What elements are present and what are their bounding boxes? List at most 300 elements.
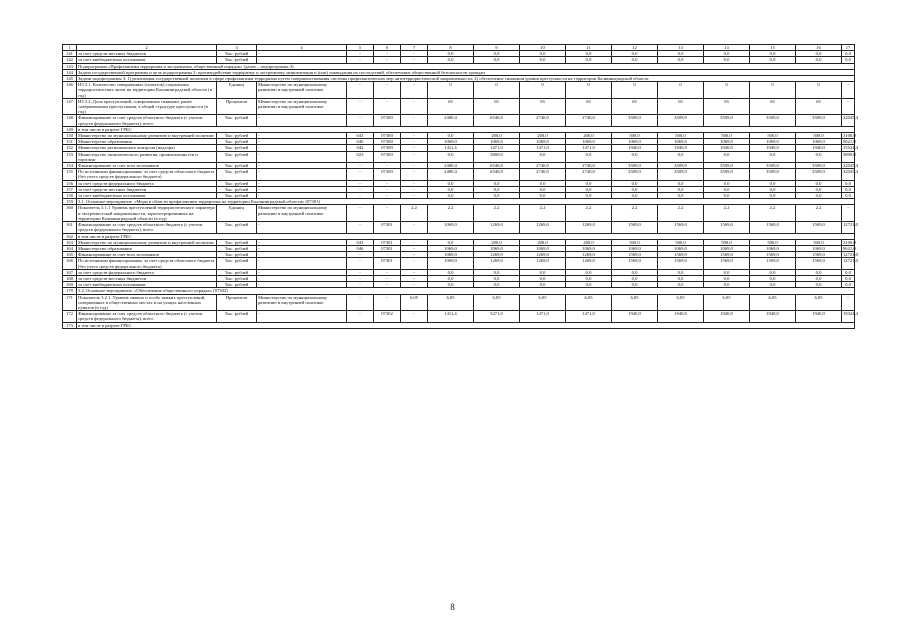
value-cell: 1569,0 — [750, 258, 796, 269]
value-cell: 023 — [347, 151, 374, 162]
value-cell: 1471,0 — [474, 145, 520, 151]
value-cell: - — [401, 282, 428, 288]
value-cell: 2480,4 — [428, 115, 474, 126]
value-cell: 1940,0 — [612, 145, 658, 151]
value-cell: 1569,0 — [658, 222, 704, 233]
value-cell: - — [347, 205, 374, 222]
value-cell: - — [374, 82, 401, 99]
value-cell: 1069,0 — [612, 245, 658, 251]
row-label: за счет средств федерального бюджета — [77, 269, 217, 275]
value-cell: 3509,0 — [612, 169, 658, 180]
value-cell: 1069,0 — [474, 245, 520, 251]
value-cell: 3509,0 — [750, 169, 796, 180]
value-cell: 1269,0 — [520, 258, 566, 269]
value-cell: 3509,0 — [796, 115, 842, 126]
value-cell: Тыс. рублей — [217, 193, 257, 199]
value-cell: 65 — [520, 98, 566, 115]
value-cell: 0,0 — [520, 193, 566, 199]
row-number: 141 — [63, 51, 77, 57]
value-cell: 0,0 — [842, 269, 855, 275]
value-cell: 200,0 — [474, 239, 520, 245]
header-cell: 9 — [474, 45, 520, 51]
value-cell: 1069,0 — [520, 139, 566, 145]
responsible-cell: - — [257, 269, 347, 275]
value-cell: 0,0 — [796, 186, 842, 192]
value-cell: 3509,0 — [750, 163, 796, 169]
responsible-cell: - — [257, 311, 347, 322]
value-cell: - — [374, 252, 401, 258]
value-cell: 15524,4 — [843, 145, 858, 151]
value-cell: 9621,0 — [843, 139, 856, 145]
value-cell: 07300 — [374, 139, 401, 145]
value-cell: Тыс. рублей — [217, 222, 257, 233]
value-cell: - — [347, 169, 374, 180]
value-cell: Тыс. рублей — [217, 133, 257, 139]
value-cell: Тыс. рублей — [217, 180, 257, 186]
value-cell: 1940,0 — [796, 311, 842, 322]
value-cell: 0 — [520, 82, 566, 99]
value-cell: 0,0 — [750, 186, 796, 192]
value-cell: - — [401, 245, 428, 251]
value-cell: 0,0 — [474, 186, 520, 192]
table-row — [63, 169, 855, 180]
responsible-cell: - — [257, 222, 347, 233]
value-cell: 3100,0 — [843, 133, 856, 139]
value-cell: 1069,0 — [520, 245, 566, 251]
value-cell: 1940,0 — [750, 311, 796, 322]
row-number: 170 — [63, 288, 77, 294]
responsible-cell: - — [257, 57, 347, 63]
value-cell: - — [842, 205, 855, 222]
value-cell: - — [347, 294, 374, 311]
value-cell: - — [347, 163, 374, 169]
value-cell: 2,2 — [401, 205, 428, 222]
value-cell: 65 — [658, 98, 704, 115]
value-cell: 0,0 — [658, 57, 704, 63]
table-row — [63, 294, 855, 311]
header-cell: 3 — [217, 45, 257, 51]
value-cell: 0,0 — [566, 51, 612, 57]
value-cell: 500,0 — [612, 239, 658, 245]
value-cell: - — [374, 205, 401, 222]
value-cell: 0 — [750, 82, 796, 99]
value-cell: 2,2 — [566, 205, 612, 222]
value-cell: 0 — [566, 82, 612, 99]
value-cell: 2740,0 — [520, 169, 566, 180]
value-cell: 12721,0 — [843, 252, 858, 258]
value-cell: 6,05 — [520, 294, 566, 311]
value-cell: 3509,0 — [612, 163, 658, 169]
value-cell: 0,0 — [428, 275, 474, 281]
value-cell: 0,0 — [612, 269, 658, 275]
value-cell: 0,0 — [750, 151, 796, 162]
section-heading: в том числе в разрезе ГРБС — [77, 322, 855, 328]
value-cell: 0,0 — [842, 275, 855, 281]
value-cell: 3100,0 — [843, 239, 856, 245]
value-cell: 2,2 — [750, 205, 796, 222]
value-cell: 32045,4 — [842, 115, 855, 126]
document-table-sheet — [62, 44, 858, 329]
value-cell: - — [374, 98, 401, 115]
value-cell: 0,0 — [428, 180, 474, 186]
responsible-cell: - — [257, 239, 347, 245]
value-cell: 0,0 — [658, 151, 704, 162]
value-cell: 0 — [612, 82, 658, 99]
value-cell: 2740,0 — [520, 163, 566, 169]
value-cell: 0,0 — [842, 193, 855, 199]
value-cell: 0 — [796, 82, 842, 99]
responsible-cell: - — [257, 245, 347, 251]
value-cell: - — [401, 193, 428, 199]
row-number: 151 — [63, 139, 77, 145]
value-cell: 1069,0 — [704, 245, 750, 251]
value-cell: 0,0 — [566, 193, 612, 199]
header-cell: 7 — [401, 45, 428, 51]
value-cell: 0,0 — [566, 269, 612, 275]
row-label: Финансирование за счет средств областного бюджета (с учетом средств федерального бюджета), всего — [77, 222, 217, 233]
value-cell: Тыс. рублей — [217, 252, 257, 258]
value-cell: 0,0 — [612, 180, 658, 186]
row-number: 148 — [63, 115, 77, 126]
value-cell: 3509,0 — [704, 115, 750, 126]
value-cell: - — [401, 57, 428, 63]
table-row — [63, 151, 855, 162]
responsible-cell: - — [257, 115, 347, 126]
value-cell: 0,0 — [796, 269, 842, 275]
value-cell: 0,0 — [428, 57, 474, 63]
responsible-cell: Министерство по муниципальному развитию и внутренней политике — [257, 205, 347, 222]
value-cell: 0,0 — [842, 51, 855, 57]
value-cell: 07301 — [374, 258, 401, 269]
value-cell: Тыс. рублей — [217, 115, 257, 126]
value-cell: 0,0 — [520, 151, 566, 162]
value-cell: 1069,0 — [750, 139, 796, 145]
row-number: 156 — [63, 180, 77, 186]
row-label: По источникам финансирования: за счет средств областного бюджета (без учета средств федерального бюджета) — [77, 169, 217, 180]
value-cell: - — [347, 180, 374, 186]
value-cell: 0,0 — [428, 151, 474, 162]
value-cell: 6,05 — [566, 294, 612, 311]
value-cell: 0,0 — [750, 269, 796, 275]
value-cell: 046 — [347, 139, 374, 145]
value-cell: 0,0 — [612, 51, 658, 57]
row-number: 167 — [63, 269, 77, 275]
value-cell: 1569,0 — [658, 252, 704, 258]
table-row — [63, 258, 855, 269]
header-cell: 5 — [347, 45, 374, 51]
value-cell: 1069,0 — [658, 139, 704, 145]
value-cell: 1269,0 — [566, 222, 612, 233]
value-cell: Процентов — [217, 294, 257, 311]
value-cell: 2,2 — [658, 205, 704, 222]
row-number: 147 — [63, 98, 77, 115]
value-cell: 0,0 — [474, 51, 520, 57]
responsible-cell: - — [257, 169, 347, 180]
value-cell: 0,0 — [520, 51, 566, 57]
value-cell: 1069,0 — [796, 139, 842, 145]
value-cell: 3509,0 — [658, 163, 704, 169]
value-cell: Тыс. рублей — [217, 151, 257, 162]
value-cell: - — [374, 163, 401, 169]
value-cell: 0,0 — [566, 180, 612, 186]
value-cell: - — [401, 163, 428, 169]
table-row — [63, 311, 855, 322]
value-cell: 0,0 — [428, 186, 474, 192]
value-cell: 2,2 — [612, 205, 658, 222]
value-cell: - — [347, 57, 374, 63]
row-number: 153 — [63, 151, 77, 162]
value-cell: 6,05 — [401, 294, 428, 311]
responsible-cell: - — [257, 180, 347, 186]
value-cell: 500,0 — [704, 239, 750, 245]
header-cell: 11 — [566, 45, 612, 51]
value-cell: 0 — [474, 82, 520, 99]
row-number: 154 — [63, 163, 77, 169]
value-cell: 1940,0 — [750, 145, 796, 151]
value-cell: - — [374, 186, 401, 192]
value-cell: - — [374, 294, 401, 311]
value-cell: 65 — [612, 98, 658, 115]
value-cell: 1269,0 — [520, 222, 566, 233]
value-cell: 0,0 — [612, 282, 658, 288]
value-cell: 1069,0 — [566, 245, 612, 251]
value-cell: - — [401, 239, 428, 245]
value-cell: 0,0 — [842, 186, 855, 192]
row-number: 152 — [63, 145, 77, 151]
value-cell: 07300 — [374, 133, 401, 139]
row-label: Финансирование за счет средств областного бюджета (с учетом средств федерального бюджета), всего — [77, 115, 217, 126]
header-cell: 12 — [612, 45, 658, 51]
row-number: 142 — [63, 57, 77, 63]
budget-table — [62, 44, 858, 329]
value-cell: - — [374, 269, 401, 275]
value-cell: 07300 — [374, 169, 401, 180]
row-label: Финансирование за счет средств областного бюджета (с учетом средств федерального бюджета), всего — [77, 311, 217, 322]
table-row — [63, 322, 855, 328]
value-cell: 2480,4 — [428, 163, 474, 169]
value-cell: 200,0 — [566, 239, 612, 245]
value-cell: 046 — [347, 245, 374, 251]
row-label: за счет средств местных бюджетов — [77, 275, 217, 281]
row-number: 160 — [63, 205, 77, 222]
value-cell: 0,0 — [658, 186, 704, 192]
value-cell: 0,0 — [520, 275, 566, 281]
value-cell: 1069,0 — [658, 245, 704, 251]
value-cell: - — [347, 51, 374, 57]
value-cell: 0,0 — [750, 51, 796, 57]
row-number: 149 — [63, 126, 77, 132]
value-cell: 0,0 — [704, 151, 750, 162]
header-cell: 13 — [658, 45, 704, 51]
value-cell: Тыс. рублей — [217, 51, 257, 57]
header-cell: 2 — [77, 45, 217, 51]
value-cell: 043 — [347, 133, 374, 139]
value-cell: 0,0 — [566, 282, 612, 288]
value-cell: - — [347, 82, 374, 99]
table-row — [63, 222, 855, 233]
value-cell: 0,0 — [796, 180, 842, 186]
value-cell: 3509,0 — [612, 115, 658, 126]
row-number: 157 — [63, 186, 77, 192]
value-cell: 0,0 — [658, 51, 704, 57]
value-cell: Единиц — [217, 82, 257, 99]
responsible-cell: Министерство по муниципальному развитию и внутренней политике — [257, 294, 347, 311]
value-cell: 1569,0 — [704, 222, 750, 233]
row-label: Финансирование за счет всех источников — [77, 163, 217, 169]
value-cell: 1069,0 — [428, 222, 474, 233]
value-cell: 2740,0 — [566, 169, 612, 180]
value-cell: 1471,0 — [566, 145, 612, 151]
value-cell: - — [842, 294, 855, 311]
value-cell: 1940,0 — [658, 311, 704, 322]
value-cell: 0,0 — [520, 57, 566, 63]
value-cell: 0,0 — [750, 275, 796, 281]
value-cell: Тыс. рублей — [217, 163, 257, 169]
value-cell: 1069,0 — [704, 139, 750, 145]
value-cell: 65 — [428, 98, 474, 115]
value-cell: 65 — [796, 98, 842, 115]
value-cell: 1569,0 — [750, 252, 796, 258]
value-cell: 0,0 — [704, 193, 750, 199]
responsible-cell: - — [257, 282, 347, 288]
section-heading: Задача государственной программы и цель подпрограммы 3: противодействие терроризму и экстремизму, минимизация и (или) ликвидация их последствий, обеспечение общественной безопасности граждан — [77, 69, 855, 75]
value-cell: 1269,0 — [474, 252, 520, 258]
value-cell: 0,0 — [658, 275, 704, 281]
value-cell: - — [401, 275, 428, 281]
value-cell: 32045,4 — [842, 169, 855, 180]
row-label: ИЗ 3.2. Доля преступлений, совершенных пьяными, ранее совершавшими преступления, в общей структуре преступности (в год) — [77, 98, 217, 115]
row-number: 144 — [63, 69, 77, 75]
value-cell: 0,0 — [612, 275, 658, 281]
value-cell: 0,0 — [520, 186, 566, 192]
row-label: Министерство регионального контроля (надзора) — [77, 145, 217, 151]
value-cell: 1569,0 — [704, 258, 750, 269]
value-cell: 0,0 — [750, 57, 796, 63]
value-cell: 3509,0 — [658, 169, 704, 180]
row-number: 159 — [63, 199, 77, 205]
value-cell: Тыс. рублей — [217, 239, 257, 245]
row-number: 158 — [63, 193, 77, 199]
value-cell: 65 — [474, 98, 520, 115]
row-label: Министерство образования — [77, 139, 217, 145]
value-cell: 1269,0 — [474, 222, 520, 233]
value-cell: 3800,0 — [842, 151, 855, 162]
row-label: за счет средств местных бюджетов — [77, 51, 217, 57]
value-cell: - — [401, 180, 428, 186]
value-cell: 0,0 — [796, 282, 842, 288]
section-heading: в том числе в разрезе ГРБС — [77, 126, 855, 132]
value-cell: 0,0 — [428, 51, 474, 57]
row-number: 162 — [63, 233, 77, 239]
value-cell: 6,05 — [474, 294, 520, 311]
value-cell: 1069,0 — [428, 258, 474, 269]
value-cell: 0,0 — [658, 282, 704, 288]
value-cell: 500,0 — [796, 133, 842, 139]
value-cell: 2740,0 — [520, 115, 566, 126]
value-cell: - — [401, 145, 428, 151]
value-cell: 3509,0 — [750, 115, 796, 126]
table-body — [63, 45, 858, 329]
value-cell: 0,0 — [658, 193, 704, 199]
value-cell: Тыс. рублей — [217, 258, 257, 269]
value-cell: 0,0 — [566, 57, 612, 63]
value-cell: 0,0 — [474, 269, 520, 275]
value-cell: 0,0 — [520, 269, 566, 275]
value-cell: 2740,0 — [566, 115, 612, 126]
header-cell: 6 — [374, 45, 401, 51]
value-cell: 500,0 — [658, 239, 704, 245]
value-cell: 1940,0 — [796, 145, 842, 151]
value-cell: - — [347, 282, 374, 288]
value-cell: 0,0 — [704, 57, 750, 63]
value-cell: 1940,0 — [612, 311, 658, 322]
value-cell: - — [347, 258, 374, 269]
value-cell: Тыс. рублей — [217, 245, 257, 251]
value-cell: 3509,0 — [796, 169, 842, 180]
section-heading: 3.1. Основное мероприятие: «Меры в области профилактики терроризма на территории Калининградской области» (07301) — [77, 199, 855, 205]
value-cell: 07300 — [374, 151, 401, 162]
value-cell: 0,0 — [566, 151, 612, 162]
header-cell: 14 — [704, 45, 750, 51]
value-cell: - — [401, 311, 428, 322]
value-cell: - — [401, 252, 428, 258]
value-cell: - — [347, 193, 374, 199]
value-cell: - — [842, 98, 855, 115]
value-cell: 07300 — [374, 145, 401, 151]
value-cell: Тыс. рублей — [217, 275, 257, 281]
row-number: 161 — [63, 222, 77, 233]
value-cell: - — [347, 222, 374, 233]
value-cell: 65 — [704, 98, 750, 115]
value-cell: 65 — [750, 98, 796, 115]
header-cell: 4 — [257, 45, 347, 51]
row-number: 165 — [63, 252, 77, 258]
value-cell: - — [401, 151, 428, 162]
row-label: Показатель 3.2.1. Уровень тяжких и особо тяжких преступлений, совершенных в общественных местах и на улицах населенных пунктов (в год) — [77, 294, 217, 311]
value-cell: 0,0 — [704, 269, 750, 275]
value-cell: 0,0 — [704, 180, 750, 186]
value-cell: 65 — [566, 98, 612, 115]
value-cell: 5271,0 — [474, 311, 520, 322]
value-cell: - — [401, 82, 428, 99]
value-cell: 2,2 — [796, 205, 842, 222]
value-cell: 6,05 — [796, 294, 842, 311]
responsible-cell: - — [257, 145, 347, 151]
value-cell: 1069,0 — [428, 139, 474, 145]
value-cell: 0,0 — [520, 180, 566, 186]
row-label: Министерство экономического развития, промышленности и торговли — [77, 151, 217, 162]
value-cell: 500,0 — [704, 133, 750, 139]
header-cell: 10 — [520, 45, 566, 51]
row-number: 163 — [63, 239, 77, 245]
responsible-cell: - — [257, 193, 347, 199]
value-cell: 2,2 — [474, 205, 520, 222]
responsible-cell: - — [257, 51, 347, 57]
value-cell: 0,0 — [796, 51, 842, 57]
value-cell: 1940,0 — [704, 311, 750, 322]
value-cell: Тыс. рублей — [217, 186, 257, 192]
value-cell: - — [347, 311, 374, 322]
value-cell: 6540,0 — [474, 169, 520, 180]
header-cell: 1 — [63, 45, 77, 51]
row-label: за счет внебюджетных источников — [77, 282, 217, 288]
value-cell: 1069,0 — [612, 139, 658, 145]
value-cell: 6540,0 — [474, 115, 520, 126]
value-cell: Тыс. рублей — [217, 311, 257, 322]
value-cell: 1411,4 — [428, 145, 474, 151]
row-label: Показатель 3.1.1 Уровень преступлений террористического характера и экстремистской направленности, зарегистрированных на территории Калининградской области (в год) — [78, 205, 215, 221]
value-cell: - — [401, 115, 428, 126]
